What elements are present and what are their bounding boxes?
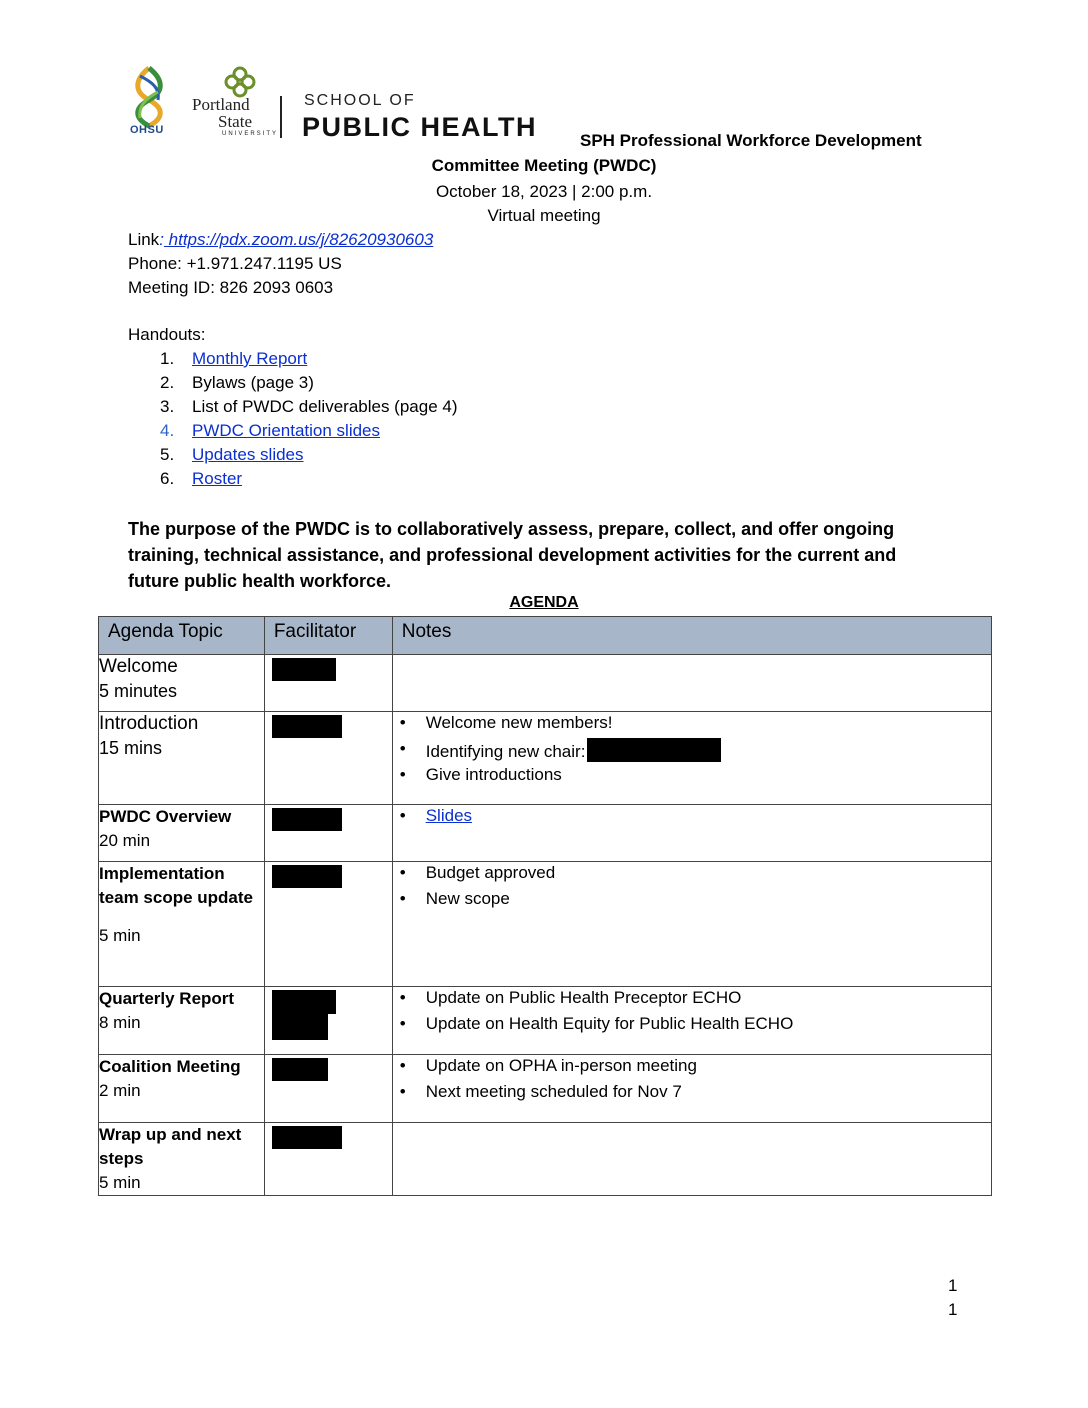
link-colon: : bbox=[159, 230, 164, 249]
agenda-heading: AGENDA bbox=[509, 594, 579, 611]
notes-cell bbox=[392, 1055, 991, 1123]
agenda-table bbox=[98, 616, 992, 1196]
redaction-box bbox=[587, 738, 721, 762]
notes-cell bbox=[392, 1123, 991, 1196]
agenda-topic: Wrap up and next steps 5 min bbox=[99, 1123, 265, 1196]
sph-logo-line2: PUBLIC HEALTH bbox=[302, 112, 537, 142]
list-item: • Give introductions bbox=[393, 764, 991, 790]
handout-link-monthly-report[interactable]: Monthly Report bbox=[192, 349, 308, 368]
handouts-list bbox=[160, 349, 458, 493]
purpose-statement: The purpose of the PWDC is to collaboratively assess, prepare, collect, and offer ongoing training, technical assistance, and professional development activities for the current and future public health workforce. bbox=[128, 519, 897, 591]
list-item: • Update on Health Equity for Public Health ECHO bbox=[393, 1013, 991, 1039]
handout-item: 4. PWDC Orientation slides bbox=[160, 421, 381, 440]
table-row bbox=[99, 805, 992, 862]
facilitator-cell bbox=[264, 987, 392, 1055]
redaction-box bbox=[272, 715, 342, 738]
facilitator-cell bbox=[264, 712, 392, 805]
handout-item: 6. Roster bbox=[160, 469, 243, 488]
agenda-topic: Welcome 5 minutes bbox=[99, 655, 265, 712]
list-item: • New scope bbox=[393, 888, 991, 914]
handout-link-roster[interactable]: Roster bbox=[192, 469, 243, 488]
header-logos bbox=[126, 62, 546, 144]
slides-link[interactable]: Slides bbox=[425, 806, 473, 825]
agenda-topic: Coalition Meeting 2 min bbox=[99, 1055, 265, 1123]
handout-link-updates-slides[interactable]: Updates slides bbox=[192, 445, 304, 464]
facilitator-cell bbox=[264, 1123, 392, 1196]
meeting-date: October 18, 2023 | 2:00 p.m. bbox=[435, 182, 653, 201]
list-item: • Next meeting scheduled for Nov 7 bbox=[393, 1081, 991, 1107]
table-row bbox=[99, 862, 992, 987]
logo-divider bbox=[280, 96, 282, 138]
list-item bbox=[393, 805, 991, 831]
meeting-link-line bbox=[128, 230, 433, 250]
table-header-row bbox=[99, 617, 992, 655]
doc-title-line1: SPH Professional Workforce Development bbox=[580, 131, 922, 150]
page-number: 1 bbox=[948, 1300, 958, 1319]
list-item: • Welcome new members! bbox=[393, 712, 991, 738]
column-header: Facilitator bbox=[264, 617, 392, 655]
handouts-label: Handouts: bbox=[128, 325, 206, 344]
table-row bbox=[99, 1055, 992, 1123]
facilitator-cell bbox=[264, 1055, 392, 1123]
table-row bbox=[99, 1123, 992, 1196]
zoom-link[interactable]: https://pdx.zoom.us/j/82620930603 bbox=[163, 230, 434, 249]
redaction-box bbox=[272, 1014, 328, 1040]
psu-logo-text: Portland State UNIVERSITY bbox=[192, 95, 279, 137]
meeting-id: Meeting ID: 826 2093 0603 bbox=[128, 278, 334, 297]
column-header: Agenda Topic bbox=[99, 617, 265, 655]
handout-item: 1. Monthly Report bbox=[160, 349, 308, 368]
sph-logo-line1: SCHOOL OF bbox=[304, 92, 416, 109]
agenda-topic: PWDC Overview 20 min bbox=[99, 805, 265, 862]
handout-text-bylaws: Bylaws (page 3) bbox=[192, 373, 314, 392]
list-item: • Update on Public Health Preceptor ECHO bbox=[393, 987, 991, 1013]
notes-cell bbox=[392, 712, 991, 805]
meeting-venue: Virtual meeting bbox=[487, 206, 601, 225]
redaction-box bbox=[272, 658, 336, 681]
list-item: • Identifying new chair: bbox=[393, 738, 991, 764]
handout-item: 3. List of PWDC deliverables (page 4) bbox=[160, 397, 458, 416]
handout-item: 5. Updates slides bbox=[160, 445, 304, 464]
facilitator-cell bbox=[264, 862, 392, 987]
doc-title-line2: Committee Meeting (PWDC) bbox=[431, 156, 657, 175]
ohsu-logo-text: OHSU bbox=[130, 124, 164, 136]
handout-item: 2. Bylaws (page 3) bbox=[160, 373, 314, 392]
handout-text-deliverables: List of PWDC deliverables (page 4) bbox=[192, 397, 458, 416]
facilitator-cell bbox=[264, 655, 392, 712]
agenda-topic: Implementation team scope update 5 min bbox=[99, 862, 265, 987]
page-number: 1 bbox=[948, 1276, 958, 1295]
column-header: Notes bbox=[392, 617, 991, 655]
psu-logo-icon bbox=[224, 66, 256, 98]
facilitator-cell bbox=[264, 805, 392, 862]
notes-cell bbox=[392, 987, 991, 1055]
handout-link-orientation-slides[interactable]: PWDC Orientation slides bbox=[192, 421, 381, 440]
notes-cell bbox=[392, 862, 991, 987]
table-row bbox=[99, 712, 992, 805]
table-row bbox=[99, 987, 992, 1055]
redaction-box bbox=[272, 808, 342, 831]
redaction-box bbox=[272, 1058, 328, 1081]
table-row bbox=[99, 655, 992, 712]
ohsu-logo-icon bbox=[126, 66, 172, 128]
list-item: • Update on OPHA in-person meeting bbox=[393, 1055, 991, 1081]
agenda-topic: Quarterly Report 8 min bbox=[99, 987, 265, 1055]
agenda-topic: Introduction 15 mins bbox=[99, 712, 265, 805]
redaction-box bbox=[272, 865, 342, 888]
link-label: Link bbox=[128, 230, 160, 249]
notes-cell bbox=[392, 805, 991, 862]
list-item: • Budget approved bbox=[393, 862, 991, 888]
redaction-box bbox=[272, 1126, 342, 1149]
redaction-box bbox=[272, 990, 336, 1014]
notes-cell bbox=[392, 655, 991, 712]
meeting-phone: Phone: +1.971.247.1195 US bbox=[128, 254, 342, 273]
